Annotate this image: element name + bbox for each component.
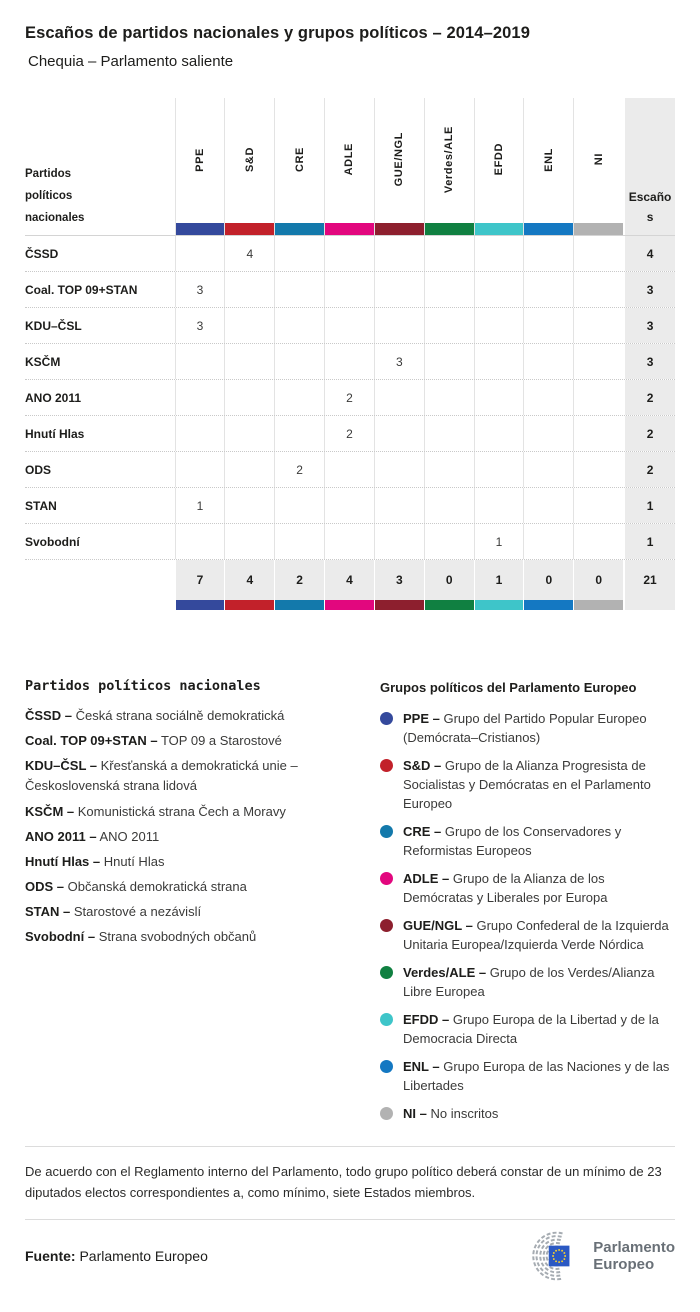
party-abbr: KSČM – <box>25 803 75 819</box>
seat-count-cell <box>474 272 524 307</box>
group-color-dot-icon <box>380 1013 393 1026</box>
group-column-header <box>175 98 225 235</box>
party-abbr: Coal. TOP 09+STAN – <box>25 733 158 749</box>
party-abbr: ANO 2011 – <box>25 828 97 844</box>
source-line <box>25 1248 208 1264</box>
seat-count-cell <box>424 236 474 271</box>
column-total-cell: 0 <box>573 560 623 600</box>
party-full-name: TOP 09 a Starostové <box>160 733 282 749</box>
page-subtitle: Chequia – Parlamento saliente <box>28 53 234 70</box>
footnote: De acuerdo con el Reglamento interno del Parlamento, todo grupo político deberá constar de un mínimo de 23 diputados electos correspondientes a, como mínimo, siete Estados miembros. <box>25 1146 675 1220</box>
seat-count-cell <box>573 344 623 379</box>
column-total-cell: 7 <box>175 560 225 600</box>
seat-count-cell <box>224 524 274 559</box>
party-name-cell: KSČM <box>25 354 61 369</box>
seat-count-cell <box>224 452 274 487</box>
seat-count-cell <box>424 272 474 307</box>
group-header-label: GUE/NGL <box>393 132 406 187</box>
party-legend-item <box>25 827 370 847</box>
seat-count-cell: 2 <box>324 380 374 415</box>
seat-count-cell <box>274 308 324 343</box>
seat-count-cell <box>224 272 274 307</box>
group-legend-item <box>380 756 675 813</box>
bottom-color-bar-row <box>25 600 675 610</box>
seat-count-cell <box>573 308 623 343</box>
group-full-name: Grupo de la Alianza de los Demócratas y Liberales por Europa <box>403 871 608 905</box>
group-column-header <box>474 98 524 235</box>
source-value: Parlamento Europeo <box>79 1247 208 1264</box>
footer <box>25 1230 675 1282</box>
seat-count-cell <box>523 344 573 379</box>
seat-count-cell <box>523 272 573 307</box>
group-color-bar <box>573 600 623 610</box>
group-full-name: No inscritos <box>430 1106 499 1121</box>
corner-label: Partidos políticos nacionales <box>25 168 85 224</box>
group-color-bar <box>474 600 524 610</box>
seat-count-cell <box>374 416 424 451</box>
group-full-name: Grupo Confederal de la Izquierda Unitaria Europea/Izquierda Verde Nórdica <box>403 918 669 952</box>
party-abbr: ODS – <box>25 878 65 894</box>
totals-row-spacer <box>25 560 175 600</box>
seats-table <box>25 98 675 610</box>
seats-column-header: Escaños <box>625 98 675 235</box>
seat-count-cell: 3 <box>175 272 225 307</box>
party-name-cell: Coal. TOP 09+STAN <box>25 282 138 297</box>
seat-count-cell <box>374 380 424 415</box>
table-row <box>25 523 675 559</box>
group-header-label: CRE <box>293 146 306 173</box>
seat-count-cell <box>523 452 573 487</box>
seat-count-cell <box>374 308 424 343</box>
seat-count-cell <box>274 236 324 271</box>
row-total-cell: 2 <box>625 416 675 451</box>
seat-count-cell: 3 <box>175 308 225 343</box>
party-full-name: Občanská demokratická strana <box>67 878 247 894</box>
party-legend-item <box>25 877 370 897</box>
group-header-label: ADLE <box>343 143 356 176</box>
seat-count-cell: 1 <box>474 524 524 559</box>
seat-count-cell <box>175 380 225 415</box>
seat-count-cell: 2 <box>274 452 324 487</box>
party-name-cell: ANO 2011 <box>25 390 82 405</box>
column-total-cell: 1 <box>474 560 524 600</box>
table-corner-cell <box>25 98 175 235</box>
seat-count-cell <box>424 308 474 343</box>
group-abbr: Verdes/ALE – <box>403 965 487 980</box>
group-abbr: EFDD – <box>403 1012 450 1027</box>
group-header-label: ENL <box>542 147 555 172</box>
seat-count-cell <box>424 416 474 451</box>
column-total-cell: 0 <box>424 560 474 600</box>
group-description <box>403 709 675 747</box>
group-color-dot-icon <box>380 966 393 979</box>
party-legend-item <box>25 802 370 822</box>
group-color-bar <box>375 223 424 235</box>
table-row <box>25 451 675 487</box>
group-color-bar <box>475 223 524 235</box>
seat-count-cell <box>224 380 274 415</box>
seat-count-cell <box>424 380 474 415</box>
bar-row-seats-cell <box>625 600 675 610</box>
party-full-name: Strana svobodných občanů <box>98 929 257 945</box>
column-total-cell: 4 <box>224 560 274 600</box>
party-abbr: STAN – <box>25 904 71 920</box>
group-abbr: ADLE – <box>403 871 450 886</box>
group-color-bar <box>374 600 424 610</box>
seat-count-cell <box>374 452 424 487</box>
row-total-cell: 2 <box>625 452 675 487</box>
legend-section <box>25 678 675 1132</box>
group-full-name: Grupo de los Verdes/Alianza Libre Europea <box>403 965 655 999</box>
group-column-header <box>573 98 623 235</box>
group-color-bar <box>574 223 623 235</box>
seat-count-cell <box>523 488 573 523</box>
group-description <box>403 869 675 907</box>
group-column-header <box>523 98 573 235</box>
group-column-header <box>324 98 374 235</box>
party-name-cell: ČSSD <box>25 246 59 261</box>
group-legend-item <box>380 963 675 1001</box>
party-abbr: KDU–ČSL – <box>25 758 98 774</box>
row-total-cell: 3 <box>625 308 675 343</box>
group-color-bar <box>425 223 474 235</box>
party-name-cell: Svobodní <box>25 534 80 549</box>
national-parties-legend <box>25 678 380 1132</box>
column-total-cell: 3 <box>374 560 424 600</box>
group-color-bar <box>275 223 324 235</box>
seat-count-cell <box>374 236 424 271</box>
column-total-cell: 2 <box>274 560 324 600</box>
seat-count-cell <box>224 308 274 343</box>
group-color-bar <box>225 223 274 235</box>
table-row <box>25 235 675 271</box>
party-name-cell: KDU–ČSL <box>25 318 82 333</box>
table-row <box>25 415 675 451</box>
group-column-header <box>224 98 274 235</box>
party-full-name: Česká strana sociálně demokratická <box>75 708 285 723</box>
row-total-cell: 2 <box>625 380 675 415</box>
party-legend-item <box>25 756 370 796</box>
column-total-cell: 0 <box>523 560 573 600</box>
row-total-cell: 3 <box>625 344 675 379</box>
row-total-cell: 1 <box>625 488 675 523</box>
group-legend-item <box>380 869 675 907</box>
party-full-name: Hnutí Hlas <box>103 853 165 869</box>
seat-count-cell <box>175 236 225 271</box>
group-header-label: NI <box>592 153 605 166</box>
seat-count-cell <box>573 416 623 451</box>
party-legend-item <box>25 902 370 922</box>
seat-count-cell <box>474 236 524 271</box>
party-full-name: ANO 2011 <box>99 828 160 844</box>
seat-count-cell <box>324 272 374 307</box>
seat-count-cell <box>523 416 573 451</box>
group-full-name: Grupo Europa de la Libertad y de la Democracia Directa <box>403 1012 659 1046</box>
seat-count-cell <box>474 488 524 523</box>
seat-count-cell: 4 <box>224 236 274 271</box>
table-row <box>25 271 675 307</box>
seat-count-cell <box>474 308 524 343</box>
groups-legend-heading: Grupos políticos del Parlamento Europeo <box>380 680 637 695</box>
seat-count-cell <box>324 308 374 343</box>
political-groups-legend <box>380 678 675 1132</box>
seat-count-cell <box>274 488 324 523</box>
seat-count-cell <box>274 344 324 379</box>
group-full-name: Grupo Europa de las Naciones y de las Libertades <box>403 1059 670 1093</box>
seat-count-cell <box>573 236 623 271</box>
group-legend-item <box>380 822 675 860</box>
seat-count-cell <box>224 488 274 523</box>
seat-count-cell: 1 <box>175 488 225 523</box>
seat-count-cell <box>324 344 374 379</box>
group-color-dot-icon <box>380 1060 393 1073</box>
seat-count-cell <box>424 452 474 487</box>
party-full-name: Starostové a nezávislí <box>73 904 202 920</box>
seat-count-cell: 3 <box>374 344 424 379</box>
group-color-bar <box>325 223 374 235</box>
party-full-name: Komunistická strana Čech a Moravy <box>77 803 286 819</box>
seat-count-cell: 2 <box>324 416 374 451</box>
seat-count-cell <box>523 308 573 343</box>
group-legend-item <box>380 1010 675 1048</box>
seat-count-cell <box>374 488 424 523</box>
party-full-name: Křesťanská a demokratická unie – Československá strana lidová <box>25 758 298 794</box>
seat-count-cell <box>474 380 524 415</box>
seat-count-cell <box>274 380 324 415</box>
group-abbr: NI – <box>403 1106 427 1121</box>
european-parliament-logo <box>509 1230 675 1282</box>
group-header-label: Verdes/ALE <box>443 125 456 194</box>
hemicycle-eu-flag-icon <box>509 1230 585 1282</box>
seat-count-cell <box>324 488 374 523</box>
group-description <box>403 1104 498 1123</box>
seat-count-cell <box>573 452 623 487</box>
table-header-row <box>25 98 675 235</box>
table-row <box>25 343 675 379</box>
group-abbr: PPE – <box>403 711 440 726</box>
party-abbr: Hnutí Hlas – <box>25 853 101 869</box>
group-header-label: EFDD <box>493 143 506 176</box>
group-description <box>403 916 675 954</box>
column-total-cell: 4 <box>324 560 374 600</box>
party-name-cell: STAN <box>25 498 57 513</box>
group-header-label: PPE <box>193 147 206 172</box>
group-color-bar <box>523 600 573 610</box>
group-abbr: GUE/NGL – <box>403 918 473 933</box>
seat-count-cell <box>324 452 374 487</box>
party-legend-item <box>25 706 370 726</box>
group-description <box>403 756 675 813</box>
group-color-bar <box>175 600 225 610</box>
group-legend-item <box>380 709 675 747</box>
seat-count-cell <box>324 524 374 559</box>
seat-count-cell <box>274 416 324 451</box>
seat-count-cell <box>523 380 573 415</box>
group-color-bar <box>176 223 225 235</box>
bar-row-spacer <box>25 600 175 610</box>
group-abbr: ENL – <box>403 1059 440 1074</box>
seat-count-cell <box>573 488 623 523</box>
seat-count-cell <box>224 416 274 451</box>
party-legend-item <box>25 927 370 947</box>
seat-count-cell <box>374 272 424 307</box>
group-column-header <box>274 98 324 235</box>
seat-count-cell <box>573 524 623 559</box>
seat-count-cell <box>474 416 524 451</box>
parties-legend-heading: Partidos políticos nacionales <box>25 678 261 694</box>
group-description <box>403 1057 675 1095</box>
group-color-dot-icon <box>380 712 393 725</box>
table-row <box>25 307 675 343</box>
party-name-cell: Hnutí Hlas <box>25 426 85 441</box>
row-total-cell: 3 <box>625 272 675 307</box>
seat-count-cell <box>175 524 225 559</box>
group-column-header <box>374 98 424 235</box>
group-description <box>403 1010 675 1048</box>
seat-count-cell <box>175 416 225 451</box>
group-color-bar <box>224 600 274 610</box>
group-color-bar <box>424 600 474 610</box>
seat-count-cell <box>474 344 524 379</box>
seat-count-cell <box>374 524 424 559</box>
group-abbr: CRE – <box>403 824 442 839</box>
seat-count-cell <box>424 488 474 523</box>
seat-count-cell <box>224 344 274 379</box>
group-full-name: Grupo de los Conservadores y Reformistas Europeos <box>403 824 622 858</box>
source-label: Fuente: <box>25 1247 76 1264</box>
group-description <box>403 822 675 860</box>
group-color-dot-icon <box>380 1107 393 1120</box>
grand-total-cell: 21 <box>625 560 675 600</box>
totals-row <box>25 559 675 600</box>
group-description <box>403 963 675 1001</box>
row-total-cell: 1 <box>625 524 675 559</box>
table-row <box>25 487 675 523</box>
group-legend-item <box>380 1057 675 1095</box>
seat-count-cell <box>424 524 474 559</box>
seat-count-cell <box>424 344 474 379</box>
table-row <box>25 379 675 415</box>
group-header-label: S&D <box>243 146 256 173</box>
party-legend-item <box>25 731 370 751</box>
seat-count-cell <box>523 524 573 559</box>
group-full-name: Grupo del Partido Popular Europeo (Demócrata–Cristianos) <box>403 711 647 745</box>
group-legend-item <box>380 916 675 954</box>
seat-count-cell <box>573 272 623 307</box>
group-color-bar <box>324 600 374 610</box>
seat-count-cell <box>523 236 573 271</box>
group-abbr: S&D – <box>403 758 442 773</box>
seat-count-cell <box>324 236 374 271</box>
seat-count-cell <box>274 272 324 307</box>
seat-count-cell <box>175 344 225 379</box>
group-color-dot-icon <box>380 759 393 772</box>
page-title: Escaños de partidos nacionales y grupos políticos – 2014–2019 <box>25 24 530 42</box>
group-color-bar <box>524 223 573 235</box>
seat-count-cell <box>175 452 225 487</box>
group-color-dot-icon <box>380 825 393 838</box>
party-abbr: ČSSD – <box>25 708 72 723</box>
seat-count-cell <box>573 380 623 415</box>
group-full-name: Grupo de la Alianza Progresista de Socialistas y Demócratas en el Parlamento Europeo <box>403 758 651 811</box>
party-name-cell: ODS <box>25 462 52 477</box>
seat-count-cell <box>474 452 524 487</box>
group-color-bar <box>274 600 324 610</box>
row-total-cell: 4 <box>625 236 675 271</box>
group-color-dot-icon <box>380 919 393 932</box>
party-legend-item <box>25 852 370 872</box>
seat-count-cell <box>274 524 324 559</box>
logo-wordmark: Parlamento Europeo <box>593 1238 675 1273</box>
party-abbr: Svobodní – <box>25 929 96 945</box>
group-legend-item <box>380 1104 675 1123</box>
group-column-header <box>424 98 474 235</box>
group-color-dot-icon <box>380 872 393 885</box>
